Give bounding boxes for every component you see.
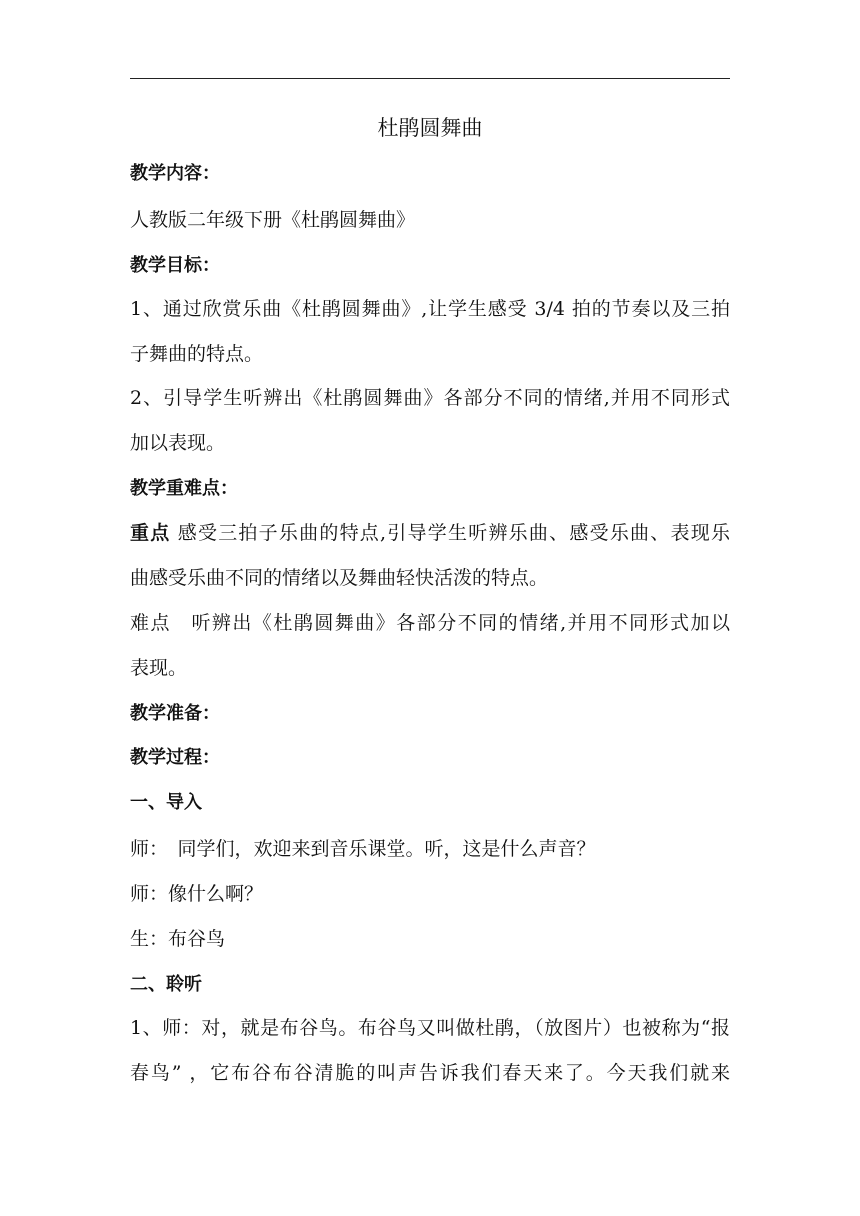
key-point-line-2: 曲感受乐曲不同的情绪以及舞曲轻快活泼的特点。 <box>130 567 549 589</box>
key-point-text: 感受三拍子乐曲的特点,引导学生听辨乐曲、感受乐曲、表现乐 <box>170 522 730 544</box>
key-point-label: 重点 <box>130 522 171 544</box>
heading-teaching-process: 教学过程： <box>130 747 220 768</box>
goal-2-line-2: 加以表现。 <box>130 432 226 454</box>
header-rule <box>130 78 730 79</box>
goal-2-line-1: 2、引导学生听辨出《杜鹃圆舞曲》各部分不同的情绪,并用不同形式 <box>130 387 730 409</box>
heading-listen: 二、聆听 <box>130 974 202 995</box>
intro-line-2: 师：像什么啊？ <box>130 883 264 905</box>
difficult-point-line-1: 难点 听辨出《杜鹃圆舞曲》各部分不同的情绪,并用不同形式加以 <box>130 612 730 634</box>
goal-1-line-2: 子舞曲的特点。 <box>130 343 264 365</box>
heading-key-difficult-points: 教学重难点： <box>130 478 238 499</box>
intro-line-3: 生：布谷鸟 <box>130 928 226 950</box>
listen-line-1: 1、师：对，就是布谷鸟。布谷鸟又叫做杜鹃，（放图片）也被称为“报 <box>130 1017 730 1039</box>
teaching-content-text: 人教版二年级下册《杜鹃圆舞曲》 <box>130 209 416 231</box>
heading-teaching-prep: 教学准备： <box>130 703 220 724</box>
key-point-line-1 <box>130 520 730 546</box>
heading-teaching-goals: 教学目标： <box>130 255 220 276</box>
intro-line-1: 师： 同学们，欢迎来到音乐课堂。听，这是什么声音？ <box>130 838 596 860</box>
goal-1-line-1: 1、通过欣赏乐曲《杜鹃圆舞曲》,让学生感受 3/4 拍的节奏以及三拍 <box>130 298 730 320</box>
document-title: 杜鹃圆舞曲 <box>377 116 483 140</box>
heading-teaching-content: 教学内容： <box>130 163 220 184</box>
listen-line-2: 春鸟” ，它布谷布谷清脆的叫声告诉我们春天来了。今天我们就来 <box>130 1062 730 1084</box>
heading-intro: 一、导入 <box>130 792 202 813</box>
difficult-point-line-2: 表现。 <box>130 657 188 679</box>
